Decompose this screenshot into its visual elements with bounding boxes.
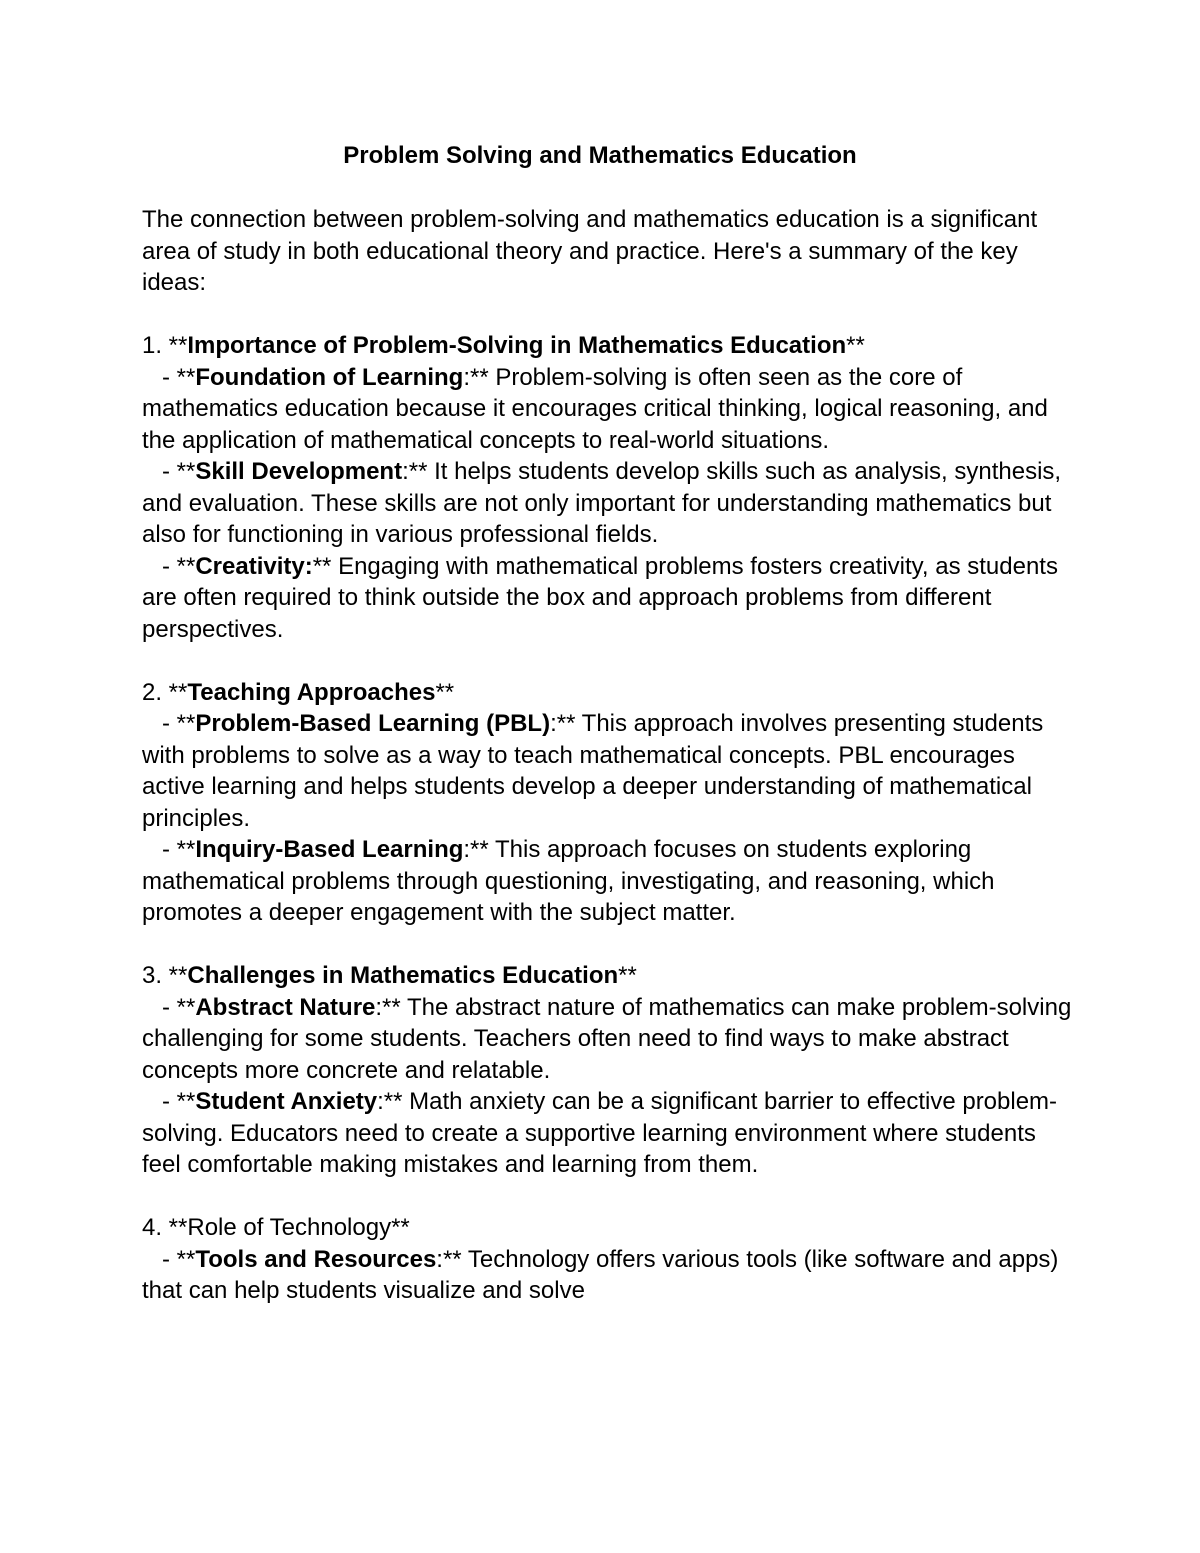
section-heading <box>142 1212 1072 1244</box>
document-title: Problem Solving and Mathematics Education <box>343 142 857 169</box>
item-text: It helps students develop skills such as analysis, synthesis, and evaluation. These skills are not only important for understanding mathematics but also for functioning in various professional fields. <box>142 458 1062 548</box>
item-term: Creativity: <box>195 552 313 580</box>
heading-text: Teaching Approaches <box>187 678 436 706</box>
item-prefix: - ** <box>142 993 196 1021</box>
item-sep: ** <box>312 552 339 580</box>
section-importance <box>142 330 1072 645</box>
item-sep: :** <box>550 710 582 737</box>
item-sep: :** <box>377 1088 410 1115</box>
item-text: Problem-solving is often seen as the core of mathematics education because it encourages critical thinking, logical reasoning, and the application of mathematical concepts to real-world situations. <box>142 363 1048 454</box>
item-sep: :** <box>402 458 435 485</box>
item-text: This approach involves presenting students with problems to solve as a way to teach mathematical concepts. PBL encourages active learning and helps students develop a deeper understanding of mathematical principles. <box>142 710 1044 832</box>
list-item <box>142 1086 1072 1181</box>
item-term: Student Anxiety <box>195 1088 378 1115</box>
heading-prefix: 4. ** <box>142 1214 188 1241</box>
section-heading <box>142 960 1072 992</box>
item-sep: :** <box>463 363 496 391</box>
item-prefix: - ** <box>142 836 196 863</box>
item-term: Abstract Nature <box>195 993 376 1021</box>
item-text: Technology offers various tools (like software and apps) that can help students visualize and solve <box>142 1245 1059 1304</box>
list-item <box>142 992 1072 1087</box>
list-item <box>142 362 1072 457</box>
document-body <box>142 204 1072 1338</box>
list-item <box>142 708 1072 834</box>
section-challenges <box>142 960 1072 1181</box>
intro-paragraph: The connection between problem-solving and mathematics education is a significant area of study in both educational theory and practice. Here's a summary of the key ideas: <box>142 206 1038 296</box>
item-term: Tools and Resources <box>195 1245 437 1273</box>
heading-suffix: ** <box>846 332 865 359</box>
list-item <box>142 456 1072 551</box>
section-heading <box>142 330 1072 362</box>
item-term: Inquiry-Based Learning <box>195 836 464 863</box>
heading-prefix: 3. ** <box>142 962 188 989</box>
section-technology <box>142 1212 1072 1307</box>
item-prefix: - ** <box>142 458 196 485</box>
heading-suffix: ** <box>618 962 637 989</box>
heading-text: Importance of Problem-Solving in Mathematics Education <box>187 332 847 359</box>
heading-suffix: ** <box>391 1214 410 1241</box>
item-text: The abstract nature of mathematics can make problem-solving challenging for some students. Teachers often need to find ways to make abstract concepts more concrete and relatable. <box>142 993 1072 1084</box>
item-text: This approach focuses on students exploring mathematical problems through questioning, investigating, and reasoning, which promotes a deeper engagement with the subject matter. <box>142 836 995 926</box>
heading-suffix: ** <box>435 678 455 706</box>
item-text: Engaging with mathematical problems fosters creativity, as students are often required to think outside the box and approach problems from different perspectives. <box>142 552 1058 643</box>
item-term: Skill Development <box>195 458 403 485</box>
item-prefix: - ** <box>142 363 196 391</box>
item-text: Math anxiety can be a significant barrier to effective problem-solving. Educators need to create a supportive learning environment where students feel comfortable making mistakes and learning from them. <box>142 1088 1058 1178</box>
heading-text: Challenges in Mathematics Education <box>187 962 619 989</box>
item-prefix: - ** <box>142 1245 196 1273</box>
section-teaching-approaches <box>142 677 1072 929</box>
list-item <box>142 834 1072 929</box>
list-item <box>142 1244 1072 1307</box>
item-prefix: - ** <box>142 552 196 580</box>
heading-prefix: 2. ** <box>142 678 188 706</box>
list-item <box>142 551 1072 646</box>
item-term: Foundation of Learning <box>195 363 464 391</box>
heading-prefix: 1. ** <box>142 332 188 359</box>
item-prefix: - ** <box>142 710 196 737</box>
item-sep: :** <box>463 836 495 863</box>
item-sep: :** <box>375 993 407 1021</box>
item-term: Problem-Based Learning (PBL) <box>195 710 551 737</box>
item-sep: :** <box>436 1245 468 1273</box>
item-prefix: - ** <box>142 1088 196 1115</box>
section-heading <box>142 677 1072 709</box>
heading-text: Role of Technology <box>187 1214 392 1241</box>
